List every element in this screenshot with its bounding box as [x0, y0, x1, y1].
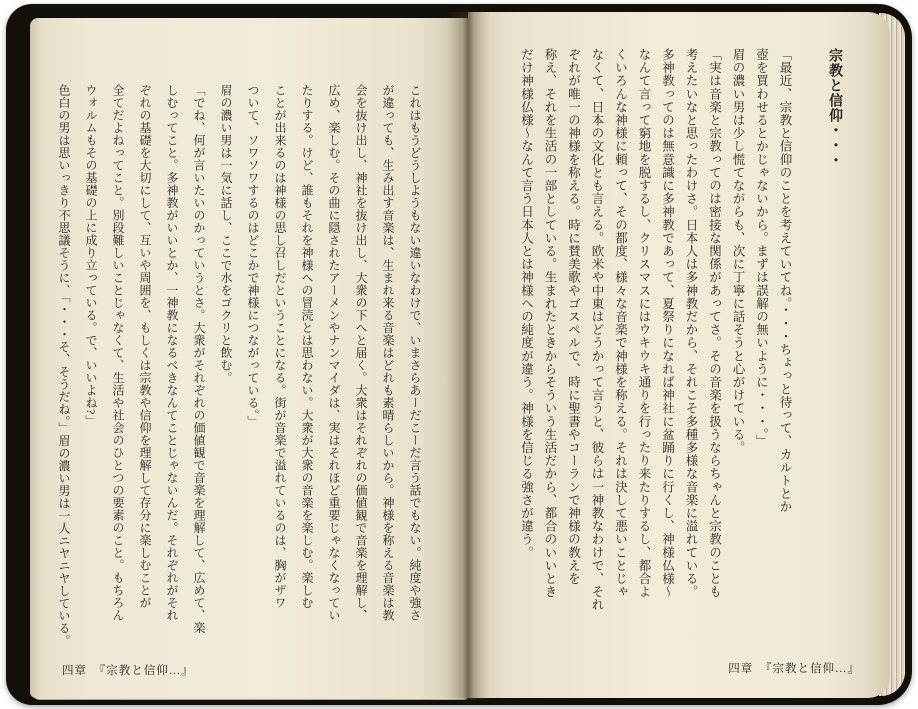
text-column: 考えたいなと思ったわけさ。日本人は多神教だから、それこそ多種多様な音楽に溢れている。: [684, 48, 698, 599]
text-column: ぞれが唯一の神様を称える。時に賛美歌やゴスペルで、時に聖書やコーランで神様の教えを: [566, 48, 581, 586]
text-column: 眉の濃い男は一気に話し、ここで水をゴクリと飲む。: [219, 84, 233, 384]
left-page-footer: 四章 『宗教と信仰…』: [62, 665, 194, 677]
left-page-text: [50, 84, 428, 684]
text-column: 色白の男は思いっきり不思議そうに、「・・・そ、そうだね。」眉の濃い男は一人ニヤニヤしている。: [57, 84, 71, 647]
text-column: しむってこと。多神教がいいとか、一神教になるべきなんてことじゃないんだ。それぞれがそれ: [165, 84, 179, 622]
text-column: 「実は音楽と宗教ってのは密接な関係があってさ。その音楽を扱うならちゃんと宗教のことも: [707, 48, 722, 599]
right-page: [468, 12, 890, 698]
text-column: 壺を買わせるとかじゃないから。まずは誤解の無いように・・・。」: [754, 48, 769, 448]
text-column: ウォルムもその基礎の上に成り立っている。で、いいよね?」: [84, 84, 98, 428]
text-column: なくて、日本の文化とも言える。欧米や中東はどうかって言うと、彼らは一神教なわけで、それ: [590, 48, 604, 612]
text-column: 会を抜け出し、神社を抜け出し、大衆の下へと届く。大衆はそれぞれの価値観で音楽を理解し、: [354, 84, 368, 622]
chapter-title: 宗教と信仰・・・: [827, 48, 842, 168]
text-column: 「でね、何が言いたいのかっていうとさ。大衆がそれぞれの価値観で音楽を理解して、広めて、楽: [192, 84, 206, 634]
left-page: [30, 18, 468, 698]
text-column: なんて言って窮地を脱するし、クリスマスにはウキウキ通りを行ったり来たりするし、都合よ: [637, 48, 651, 599]
right-page-text: [514, 48, 846, 666]
text-column: が違っても、生み出す音楽は、生まれ来る音楽はどれも素晴らしいから。神様を称える音楽は教: [381, 84, 395, 622]
text-column: 眉の濃い男は少し慌てながらも、次に丁寧に話そうと心がけている。: [731, 48, 745, 455]
text-column: これはもうどうしようもない違いなわけで、いまさらあーだこーだ言う話でもない。純度や強さ: [408, 84, 422, 622]
text-column: 称え、それを生活の一部としている。生まれたときからそういう生活だから、都合のいいとき: [543, 48, 557, 599]
text-column: だけ神様仏様〜なんて言う日本人とは神様への純度が違う。神様を信じる強さが違う。: [519, 48, 534, 559]
text-column: くいろんな神様に頼って、その都度、様々な音楽で神様を称える。それは決して悪いことじゃ: [613, 48, 628, 599]
text-column: 全てだよねってこと。別段難しいことじゃなくて、生活や社会のひとつの要素のこと。もちろん: [111, 84, 125, 622]
text-column: たりする。けど、誰もそれを神様への冒涜とは思わない。大衆が大衆の音楽を楽しむ。楽しむ: [300, 84, 314, 609]
text-column: ついて、ソワソワするのはどこかで神様につながっている。」: [246, 84, 260, 428]
text-column: 「最近、宗教と信仰のことを考えていてね。・・・ちょっと待って、カルトとか: [778, 48, 792, 514]
book-cover: [6, 4, 912, 705]
text-column: 広め、楽しむ。その曲に隠されたアーメンやナンマイダは、実はそれほど重要じゃなくなってい: [327, 84, 341, 622]
text-column: ぞれの基礎を大切にして、互いや周囲を、もしくは宗教や信仰を理解して存分に楽しむことが: [138, 84, 152, 609]
right-page-footer: 四章 『宗教と信仰…』: [728, 663, 860, 675]
text-column: ことが出来るのは神様の思し召しだということになる。街が音楽で溢れているのは、胸がザワ: [273, 84, 287, 609]
text-column: 多神教ってのは無意識に多神教であって、夏祭りになれば神社に盆踊りに行くし、神様仏様〜: [660, 48, 675, 599]
